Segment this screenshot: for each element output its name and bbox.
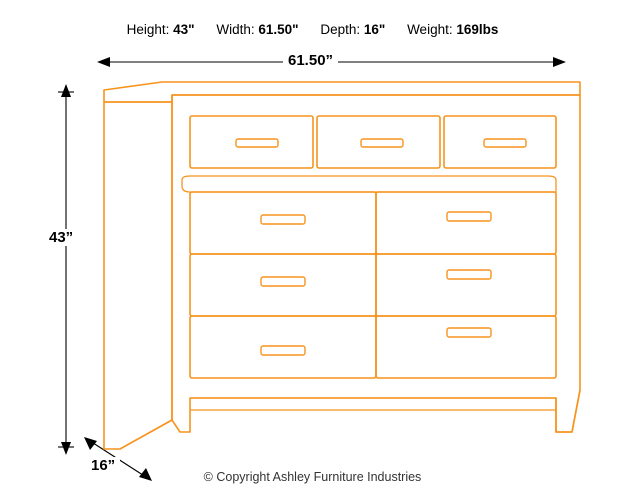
- lower-drawer-grid: [190, 192, 556, 378]
- spec-height-value: 43": [173, 22, 195, 37]
- depth-dimension-label: 16”: [86, 457, 120, 474]
- spec-weight-label: Weight:: [407, 22, 453, 37]
- height-dimension-line: [58, 84, 74, 455]
- spec-depth-label: Depth:: [320, 22, 361, 37]
- top-drawer-row: [182, 116, 556, 192]
- spec-width-label: Width:: [216, 22, 255, 37]
- height-dimension-label: 43”: [44, 229, 78, 246]
- spec-weight-value: 169lbs: [456, 22, 499, 37]
- copyright-notice: © Copyright Ashley Furniture Industries: [203, 470, 422, 484]
- width-dimension-label: 61.50”: [283, 52, 338, 69]
- dresser-outline: [104, 82, 580, 449]
- spec-height-label: Height:: [126, 22, 170, 37]
- spec-depth-value: 16": [363, 22, 386, 37]
- spec-width-value: 61.50": [258, 22, 299, 37]
